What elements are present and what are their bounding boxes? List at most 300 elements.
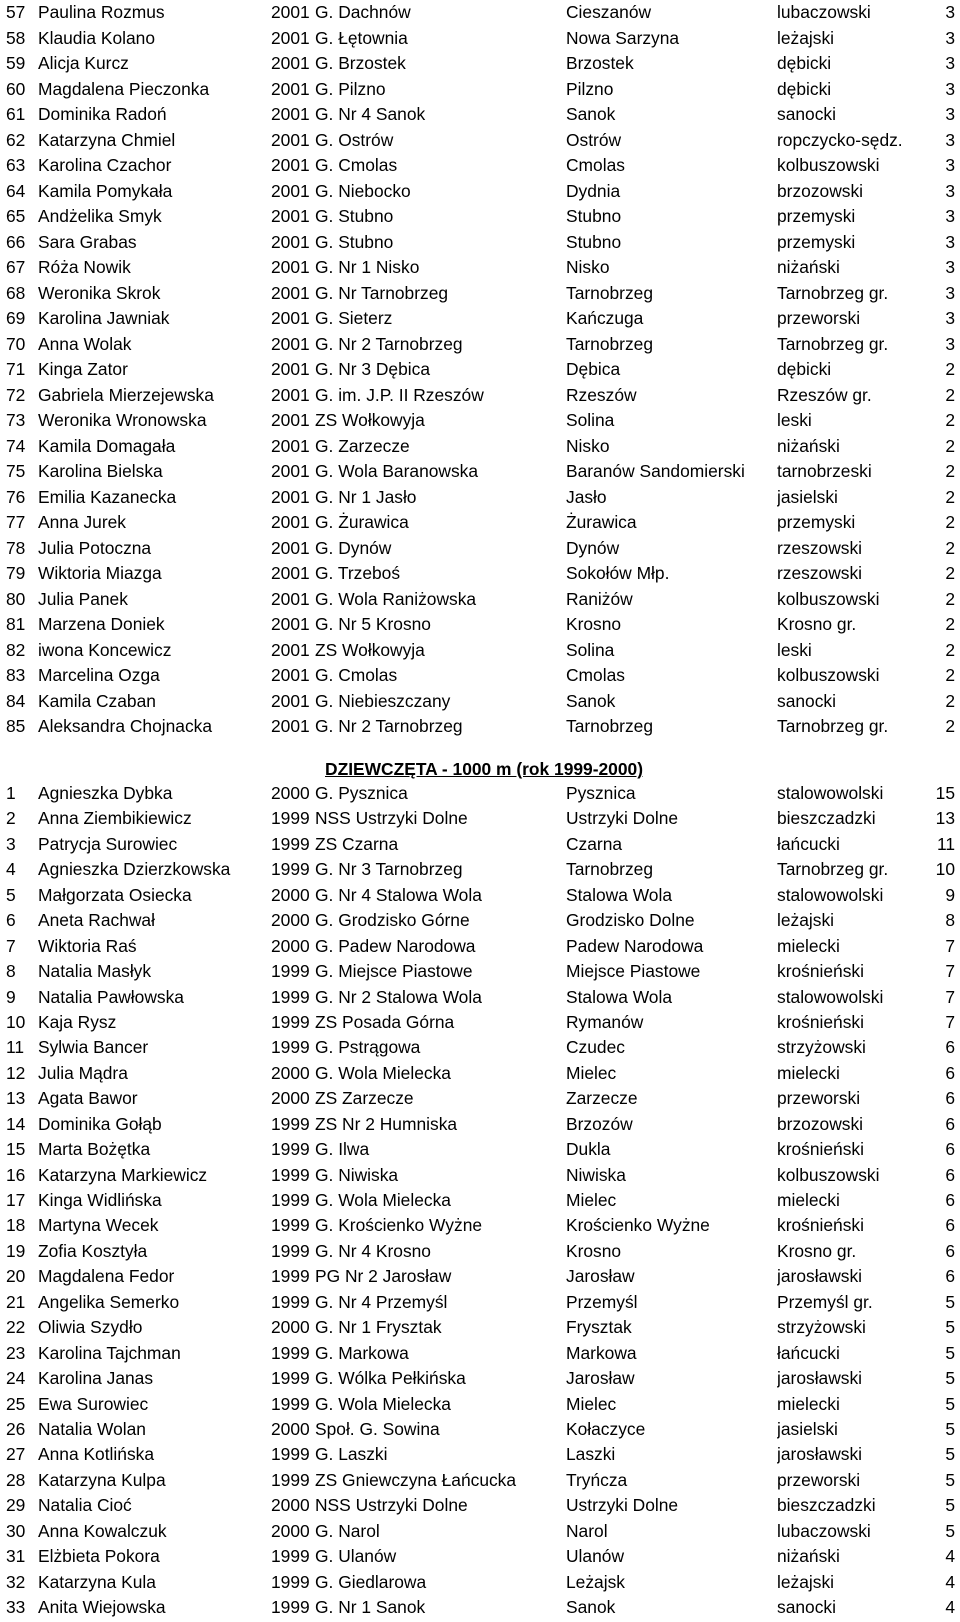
- school-name: ZS Czarna: [315, 833, 399, 854]
- school-name: G. Ostrów: [315, 129, 394, 150]
- table-row: [0, 587, 960, 613]
- school-name: G. Nr 1 Frysztak: [315, 1317, 442, 1338]
- place-number: 7: [6, 935, 16, 956]
- place-number: 81: [6, 614, 26, 634]
- table-row: [0, 153, 960, 179]
- table-row: [0, 1442, 960, 1467]
- place-number: 73: [6, 410, 26, 430]
- athlete-name: Kinga Zator: [38, 359, 128, 379]
- points: 5: [945, 1368, 955, 1389]
- town-name: Nisko: [566, 257, 610, 277]
- athlete-name: Klaudia Kolano: [38, 27, 155, 48]
- town-name: Rzeszów: [566, 384, 637, 405]
- birth-year: 2001: [271, 2, 310, 22]
- table-row: [0, 434, 960, 460]
- points: 11: [936, 833, 955, 854]
- school-name: G. Markowa: [315, 1342, 409, 1363]
- place-number: 13: [6, 1088, 26, 1109]
- place-number: 78: [6, 537, 26, 558]
- birth-year: 1999: [271, 961, 310, 982]
- school-name: ZS Wołkowyja: [315, 410, 425, 430]
- table-row: [0, 638, 960, 664]
- points: 6: [945, 1088, 955, 1109]
- school-name: G. Nr 1 Jasło: [315, 486, 417, 507]
- town-name: Dydnia: [566, 180, 621, 201]
- table-row: [0, 459, 960, 485]
- athlete-name: Wiktoria Raś: [38, 935, 137, 956]
- place-number: 25: [6, 1393, 26, 1414]
- school-name: G. Niwiska: [315, 1164, 399, 1185]
- athlete-name: Gabriela Mierzejewska: [38, 384, 214, 405]
- birth-year: 2000: [271, 1520, 310, 1541]
- table-row: [0, 1570, 960, 1595]
- birth-year: 1999: [271, 1240, 310, 1261]
- town-name: Tarnobrzeg: [566, 859, 654, 880]
- school-name: ZS Posada Górna: [315, 1011, 455, 1032]
- town-name: Ostrów: [566, 129, 622, 150]
- birth-year: 1999: [271, 1393, 310, 1414]
- athlete-name: Natalia Pawłowska: [38, 986, 184, 1007]
- town-name: Sokołów Młp.: [566, 563, 670, 583]
- place-number: 66: [6, 231, 26, 252]
- birth-year: 2000: [271, 884, 310, 905]
- town-name: Tarnobrzeg: [566, 716, 654, 736]
- points: 3: [945, 206, 955, 226]
- school-name: G. Sieterz: [315, 308, 393, 328]
- points: 4: [945, 1597, 955, 1617]
- athlete-name: Kamila Czaban: [38, 690, 156, 711]
- county-name: rzeszowski: [777, 563, 863, 583]
- table-row: [0, 1366, 960, 1391]
- points: 3: [945, 53, 955, 73]
- athlete-name: Małgorzata Osiecka: [38, 884, 192, 905]
- place-number: 1: [6, 783, 16, 803]
- points: 5: [945, 1342, 955, 1363]
- table-row: [0, 1468, 960, 1493]
- points: 3: [945, 180, 955, 201]
- school-name: G. Dachnów: [315, 2, 411, 22]
- place-number: 70: [6, 333, 26, 354]
- athlete-name: Wiktoria Miazga: [38, 563, 162, 583]
- town-name: Tarnobrzeg: [566, 333, 654, 354]
- town-name: Baranów Sandomierski: [566, 461, 745, 481]
- school-name: PG Nr 2 Jarosław: [315, 1266, 452, 1287]
- athlete-name: Angelika Semerko: [38, 1291, 180, 1312]
- county-name: przeworski: [777, 1088, 861, 1109]
- table-row: [0, 0, 960, 26]
- place-number: 26: [6, 1418, 26, 1439]
- town-name: Mielec: [566, 1062, 617, 1083]
- table-row: [0, 1493, 960, 1518]
- table-row: [0, 1163, 960, 1188]
- birth-year: 1999: [271, 1469, 310, 1490]
- table-row: [0, 1213, 960, 1238]
- birth-year: 2000: [271, 935, 310, 956]
- school-name: G. Nr 2 Tarnobrzeg: [315, 716, 463, 736]
- points: 8: [945, 910, 955, 931]
- table-row: [0, 255, 960, 281]
- athlete-name: Marzena Doniek: [38, 614, 165, 634]
- county-name: ropczycko-sędz.: [777, 129, 903, 150]
- school-name: G. Pysznica: [315, 783, 408, 803]
- birth-year: 2001: [271, 27, 310, 48]
- school-name: ZS Zarzecze: [315, 1088, 414, 1109]
- place-number: 62: [6, 129, 26, 150]
- points: 3: [945, 155, 955, 175]
- place-number: 68: [6, 282, 26, 303]
- place-number: 79: [6, 563, 26, 583]
- birth-year: 2001: [271, 180, 310, 201]
- county-name: rzeszowski: [777, 537, 863, 558]
- place-number: 18: [6, 1215, 26, 1236]
- birth-year: 2000: [271, 910, 310, 931]
- town-name: Sanok: [566, 1597, 616, 1617]
- birth-year: 1999: [271, 1190, 310, 1210]
- birth-year: 2001: [271, 512, 310, 532]
- birth-year: 1999: [271, 986, 310, 1007]
- school-name: NSS Ustrzyki Dolne: [315, 1495, 468, 1516]
- place-number: 20: [6, 1266, 26, 1287]
- athlete-name: Kamila Pomykała: [38, 180, 173, 201]
- town-name: Sanok: [566, 104, 616, 124]
- county-name: łańcucki: [777, 833, 840, 854]
- birth-year: 2000: [271, 1088, 310, 1109]
- place-number: 69: [6, 308, 26, 328]
- athlete-name: Andżelika Smyk: [38, 206, 162, 226]
- table-row: [0, 77, 960, 103]
- place-number: 57: [6, 2, 26, 22]
- athlete-name: Karolina Bielska: [38, 461, 163, 481]
- county-name: niżański: [777, 1546, 840, 1567]
- county-name: Tarnobrzeg gr.: [777, 333, 889, 354]
- table-row: [0, 1544, 960, 1569]
- points: 3: [945, 282, 955, 303]
- table-row: [0, 357, 960, 383]
- town-name: Ustrzyki Dolne: [566, 808, 679, 829]
- county-name: stalowowolski: [777, 783, 884, 803]
- county-name: leżajski: [777, 1571, 835, 1592]
- town-name: Kołaczyce: [566, 1418, 646, 1439]
- place-number: 12: [6, 1062, 26, 1083]
- birth-year: 2000: [271, 1317, 310, 1338]
- table-row: [0, 1239, 960, 1264]
- town-name: Padew Narodowa: [566, 935, 704, 956]
- points: 6: [945, 1113, 955, 1134]
- table-row: [0, 26, 960, 52]
- birth-year: 2001: [271, 78, 310, 99]
- place-number: 6: [6, 910, 16, 931]
- school-name: G. Stubno: [315, 231, 394, 252]
- points: 2: [945, 359, 955, 379]
- town-name: Solina: [566, 410, 615, 430]
- place-number: 63: [6, 155, 26, 175]
- athlete-name: Oliwia Szydło: [38, 1317, 143, 1338]
- athlete-name: Kamila Domagała: [38, 435, 176, 456]
- county-name: leżajski: [777, 910, 835, 931]
- town-name: Stubno: [566, 231, 622, 252]
- athlete-name: Agnieszka Dybka: [38, 783, 173, 803]
- athlete-name: Julia Panek: [38, 588, 128, 609]
- town-name: Mielec: [566, 1190, 617, 1210]
- table-row: [0, 536, 960, 562]
- table-row: [0, 561, 960, 587]
- place-number: 22: [6, 1317, 26, 1338]
- points: 15: [935, 783, 955, 803]
- points: 2: [945, 614, 955, 634]
- birth-year: 2001: [271, 129, 310, 150]
- table-row: [0, 51, 960, 77]
- town-name: Przemyśl: [566, 1291, 638, 1312]
- place-number: 14: [6, 1113, 26, 1134]
- town-name: Solina: [566, 639, 615, 660]
- town-name: Krosno: [566, 614, 622, 634]
- school-name: G. Nr 3 Tarnobrzeg: [315, 859, 463, 880]
- place-number: 80: [6, 588, 26, 609]
- athlete-name: Katarzyna Markiewicz: [38, 1164, 208, 1185]
- place-number: 83: [6, 665, 26, 685]
- points: 6: [945, 1139, 955, 1160]
- county-name: bieszczadzki: [777, 1495, 876, 1516]
- birth-year: 2001: [271, 359, 310, 379]
- town-name: Cmolas: [566, 665, 625, 685]
- place-number: 2: [6, 808, 16, 829]
- county-name: stalowowolski: [777, 884, 884, 905]
- county-name: sanocki: [777, 104, 836, 124]
- county-name: przemyski: [777, 206, 856, 226]
- town-name: Brzostek: [566, 53, 634, 73]
- place-number: 65: [6, 206, 26, 226]
- athlete-name: Paulina Rozmus: [38, 2, 165, 22]
- county-name: Krosno gr.: [777, 1240, 857, 1261]
- points: 7: [945, 935, 955, 956]
- athlete-name: Emilia Kazanecka: [38, 486, 177, 507]
- points: 2: [945, 512, 955, 532]
- points: 6: [945, 1190, 955, 1210]
- athlete-name: Elżbieta Pokora: [38, 1546, 160, 1567]
- table-row: [0, 102, 960, 128]
- birth-year: 1999: [271, 1113, 310, 1134]
- school-name: Społ. G. Sowina: [315, 1418, 440, 1439]
- birth-year: 2001: [271, 486, 310, 507]
- points: 6: [945, 1266, 955, 1287]
- school-name: G. Zarzecze: [315, 435, 410, 456]
- county-name: kolbuszowski: [777, 665, 880, 685]
- table-row: [0, 857, 960, 882]
- town-name: Dukla: [566, 1139, 611, 1160]
- place-number: 32: [6, 1571, 26, 1592]
- school-name: ZS Wołkowyja: [315, 639, 425, 660]
- town-name: Krościenko Wyżne: [566, 1215, 710, 1236]
- town-name: Miejsce Piastowe: [566, 961, 701, 982]
- birth-year: 1999: [271, 808, 310, 829]
- place-number: 3: [6, 833, 16, 854]
- table-row: [0, 1086, 960, 1111]
- county-name: brzozowski: [777, 180, 864, 201]
- athlete-name: Katarzyna Kulpa: [38, 1469, 166, 1490]
- county-name: Przemyśl gr.: [777, 1291, 873, 1312]
- place-number: 16: [6, 1164, 26, 1185]
- school-name: G. Grodzisko Górne: [315, 910, 470, 931]
- points: 2: [945, 435, 955, 456]
- table-row: [0, 1188, 960, 1213]
- points: 6: [945, 1062, 955, 1083]
- town-name: Rymanów: [566, 1011, 644, 1032]
- athlete-name: Ewa Surowiec: [38, 1393, 149, 1414]
- school-name: G. Giedlarowa: [315, 1571, 427, 1592]
- county-name: Tarnobrzeg gr.: [777, 282, 889, 303]
- points: 5: [945, 1393, 955, 1414]
- table-row: [0, 1137, 960, 1162]
- athlete-name: Katarzyna Kula: [38, 1571, 156, 1592]
- birth-year: 2001: [271, 155, 310, 175]
- place-number: 23: [6, 1342, 26, 1363]
- county-name: bieszczadzki: [777, 808, 876, 829]
- table-row: [0, 832, 960, 857]
- school-name: G. Ilwa: [315, 1139, 370, 1160]
- athlete-name: Alicja Kurcz: [38, 53, 129, 73]
- school-name: G. Nr 2 Tarnobrzeg: [315, 333, 463, 354]
- birth-year: 1999: [271, 1571, 310, 1592]
- athlete-name: Magdalena Fedor: [38, 1266, 175, 1287]
- birth-year: 1999: [271, 1037, 310, 1058]
- points: 13: [935, 808, 955, 829]
- athlete-name: Zofia Kosztyła: [38, 1240, 148, 1261]
- county-name: Rzeszów gr.: [777, 384, 872, 405]
- points: 3: [945, 231, 955, 252]
- athlete-name: Weronika Wronowska: [38, 410, 207, 430]
- table-row: [0, 1392, 960, 1417]
- athlete-name: Julia Mądra: [38, 1062, 128, 1083]
- birth-year: 2001: [271, 588, 310, 609]
- points: 2: [945, 537, 955, 558]
- points: 4: [945, 1571, 955, 1592]
- town-name: Markowa: [566, 1342, 637, 1363]
- place-number: 15: [6, 1139, 26, 1160]
- table-row: [0, 1595, 960, 1620]
- county-name: lubaczowski: [777, 1520, 871, 1541]
- athlete-name: Anna Jurek: [38, 512, 126, 532]
- county-name: Tarnobrzeg gr.: [777, 859, 889, 880]
- table-row: [0, 1264, 960, 1289]
- town-name: Frysztak: [566, 1317, 632, 1338]
- county-name: dębicki: [777, 78, 832, 99]
- school-name: G. Stubno: [315, 206, 394, 226]
- town-name: Kańczuga: [566, 308, 644, 328]
- place-number: 61: [6, 104, 26, 124]
- results-table-top: [0, 0, 960, 740]
- county-name: krośnieński: [777, 1139, 864, 1160]
- town-name: Sanok: [566, 690, 616, 711]
- place-number: 31: [6, 1546, 26, 1567]
- points: 2: [945, 639, 955, 660]
- points: 6: [945, 1037, 955, 1058]
- section-title: DZIEWCZĘTA - 1000 m (rok 1999-2000): [325, 759, 643, 779]
- table-row: [0, 883, 960, 908]
- town-name: Cieszanów: [566, 2, 652, 22]
- athlete-name: Agata Bawor: [38, 1088, 138, 1109]
- table-row: [0, 179, 960, 205]
- table-row: [0, 781, 960, 806]
- place-number: 19: [6, 1240, 26, 1261]
- points: 3: [945, 104, 955, 124]
- county-name: łańcucki: [777, 1342, 840, 1363]
- town-name: Leżajsk: [566, 1571, 625, 1592]
- table-row: [0, 1341, 960, 1366]
- athlete-name: Aneta Rachwał: [38, 910, 155, 931]
- town-name: Ustrzyki Dolne: [566, 1495, 679, 1516]
- county-name: dębicki: [777, 53, 832, 73]
- table-row: [0, 510, 960, 536]
- athlete-name: Sylwia Bancer: [38, 1037, 149, 1058]
- place-number: 10: [6, 1011, 26, 1032]
- town-name: Grodzisko Dolne: [566, 910, 695, 931]
- points: 3: [945, 129, 955, 150]
- birth-year: 1999: [271, 1215, 310, 1236]
- place-number: 33: [6, 1597, 26, 1617]
- points: 2: [945, 410, 955, 430]
- county-name: dębicki: [777, 359, 832, 379]
- points: 4: [945, 1546, 955, 1567]
- school-name: G. Ulanów: [315, 1546, 397, 1567]
- points: 3: [945, 78, 955, 99]
- table-row: [0, 332, 960, 358]
- points: 2: [945, 486, 955, 507]
- athlete-name: Karolina Czachor: [38, 155, 172, 175]
- county-name: przemyski: [777, 512, 856, 532]
- athlete-name: Julia Potoczna: [38, 537, 152, 558]
- table-row: [0, 1010, 960, 1035]
- school-name: G. Brzostek: [315, 53, 406, 73]
- county-name: jarosławski: [777, 1444, 863, 1465]
- county-name: tarnobrzeski: [777, 461, 872, 481]
- place-number: 72: [6, 384, 26, 405]
- town-name: Zarzecze: [566, 1088, 638, 1109]
- place-number: 29: [6, 1495, 26, 1516]
- place-number: 5: [6, 884, 16, 905]
- town-name: Pilzno: [566, 78, 614, 99]
- birth-year: 2000: [271, 1495, 310, 1516]
- town-name: Stalowa Wola: [566, 986, 673, 1007]
- town-name: Czarna: [566, 833, 623, 854]
- points: 3: [945, 2, 955, 22]
- points: 6: [945, 1240, 955, 1261]
- birth-year: 1999: [271, 1139, 310, 1160]
- school-name: G. Nr 2 Stalowa Wola: [315, 986, 482, 1007]
- town-name: Czudec: [566, 1037, 625, 1058]
- points: 9: [945, 884, 955, 905]
- athlete-name: Agnieszka Dzierzkowska: [38, 859, 231, 880]
- results-table-bottom: [0, 781, 960, 1620]
- place-number: 74: [6, 435, 26, 456]
- town-name: Cmolas: [566, 155, 625, 175]
- place-number: 24: [6, 1368, 26, 1389]
- county-name: jarosławski: [777, 1368, 863, 1389]
- place-number: 71: [6, 359, 26, 379]
- table-row: [0, 1417, 960, 1442]
- birth-year: 2001: [271, 333, 310, 354]
- place-number: 85: [6, 716, 26, 736]
- place-number: 82: [6, 639, 26, 660]
- points: 5: [945, 1469, 955, 1490]
- school-name: G. Niebocko: [315, 180, 411, 201]
- school-name: G. Nr 4 Przemyśl: [315, 1291, 448, 1312]
- school-name: G. Wola Mielecka: [315, 1062, 451, 1083]
- county-name: jarosławski: [777, 1266, 863, 1287]
- athlete-name: Patrycja Surowiec: [38, 833, 178, 854]
- county-name: kolbuszowski: [777, 1164, 880, 1185]
- town-name: Stalowa Wola: [566, 884, 673, 905]
- school-name: G. Cmolas: [315, 665, 398, 685]
